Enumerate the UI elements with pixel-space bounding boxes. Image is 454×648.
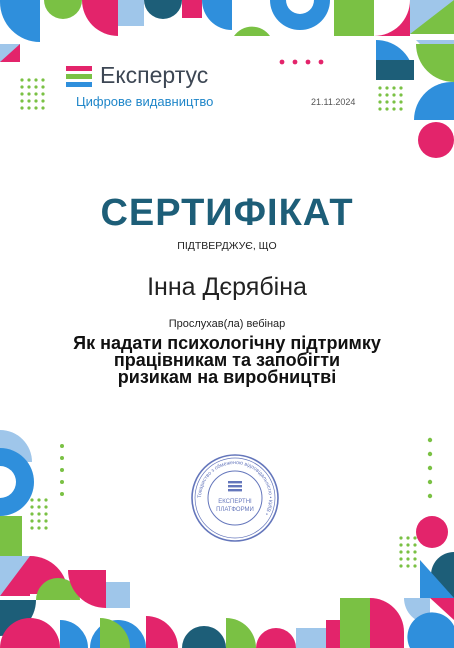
stamp-text-1: ЕКСПЕРТНІ <box>218 499 252 505</box>
deco-shape <box>182 0 202 18</box>
topic-line: Як надати психологічну підтримку <box>73 333 381 353</box>
logo-name: Експертус <box>100 62 209 88</box>
recipient-name: Інна Дєрябіна <box>147 273 307 301</box>
deco-shape <box>118 0 144 26</box>
deco-shape <box>234 27 270 36</box>
deco-shape <box>296 628 326 648</box>
topic-line: ризикам на виробництві <box>117 367 337 387</box>
deco-shape <box>68 570 106 608</box>
listened-text: Прослухав(ла) вебінар <box>168 318 286 330</box>
official-stamp <box>190 453 280 543</box>
stamp-logo-icon <box>228 481 242 491</box>
dot-grid <box>20 78 44 109</box>
deco-shape <box>416 516 448 548</box>
deco-shape <box>370 598 404 648</box>
deco-shape <box>202 0 232 30</box>
deco-shape <box>144 0 182 19</box>
dot-grid <box>399 438 432 568</box>
deco-shape <box>226 618 256 648</box>
stamp-ring-text: Товариство з обмеженою відповідальністю • КИЇВ • <box>196 459 274 516</box>
deco-shape <box>326 620 340 648</box>
dot-grid <box>378 86 402 110</box>
deco-shape <box>0 0 40 42</box>
deco-shape <box>418 122 454 158</box>
deco-shape <box>340 598 370 648</box>
deco-shape <box>416 44 454 82</box>
deco-shape <box>414 82 454 120</box>
deco-shape <box>146 616 178 648</box>
deco-shape <box>82 0 118 36</box>
certificate-title: СЕРТИФІКАТ <box>100 192 354 234</box>
issue-date: 21.11.2024 <box>311 97 356 107</box>
deco-shape <box>376 60 414 80</box>
stamp-text-2: ПЛАТФОРМИ <box>216 507 254 513</box>
confirms-text: ПІДТВЕРДЖУЄ, ЩО <box>177 240 277 252</box>
deco-shape <box>334 0 374 36</box>
deco-shape <box>60 620 88 648</box>
webinar-topic <box>40 335 414 386</box>
logo-mark-icon <box>66 66 92 88</box>
dot-grid <box>30 444 64 530</box>
deco-shape <box>256 628 296 648</box>
topic-line: працівникам та запобігти <box>113 350 341 370</box>
deco-shape <box>0 516 22 556</box>
dot-row <box>280 60 324 65</box>
logo-subtitle: Цифрове видавництво <box>76 94 214 109</box>
deco-shape <box>44 0 82 19</box>
deco-shape <box>106 582 130 608</box>
deco-shape <box>182 626 226 648</box>
